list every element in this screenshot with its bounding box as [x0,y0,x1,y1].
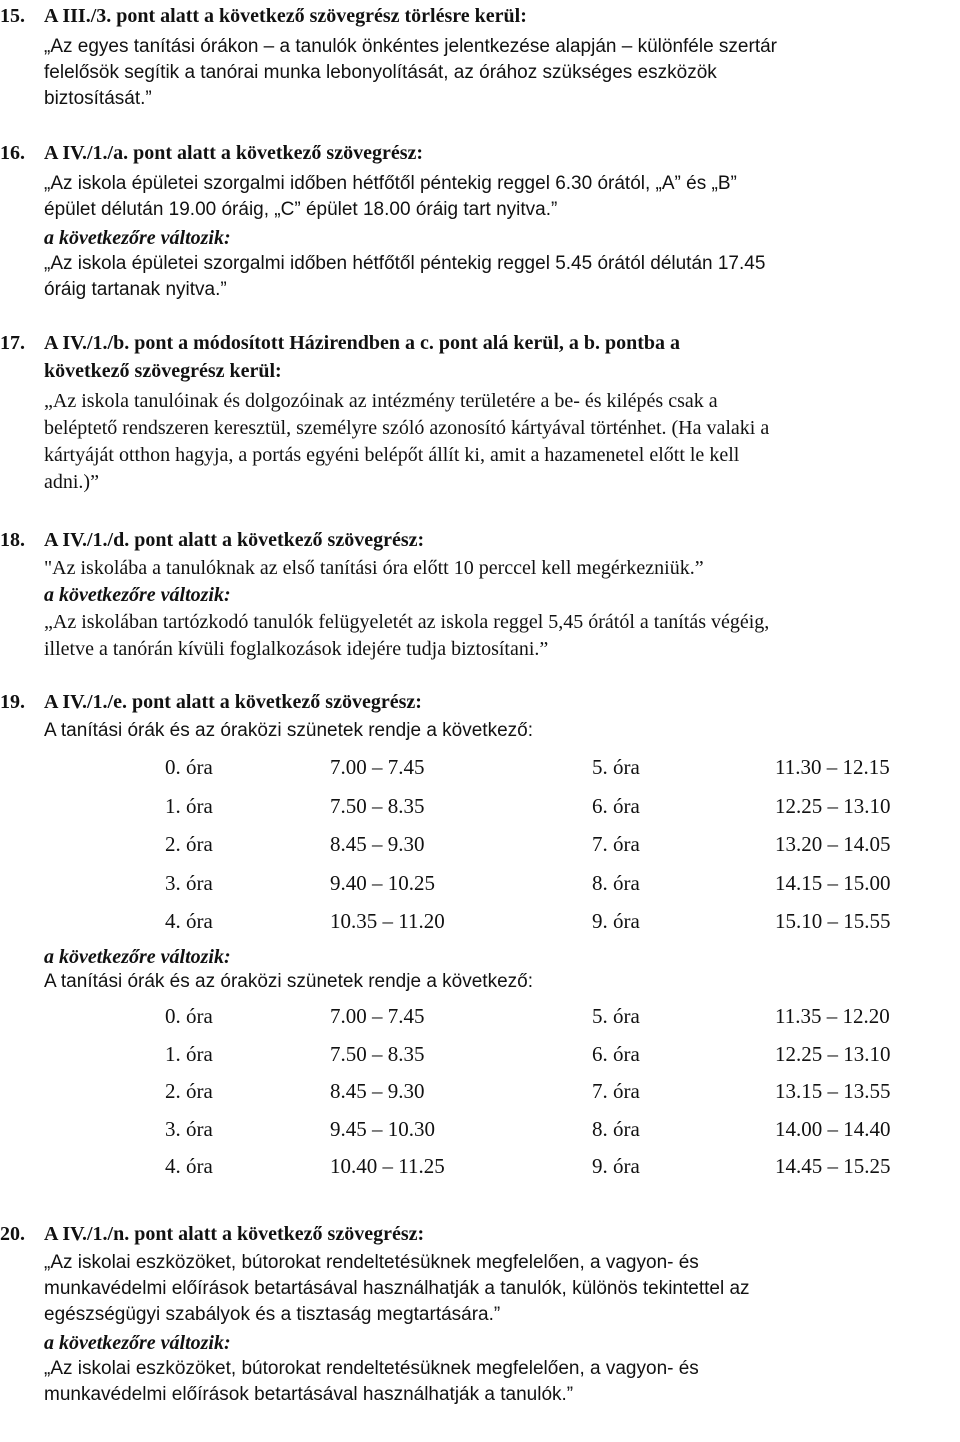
section-17-text-line: adni.)” [44,471,99,493]
schedule-cell: 7. óra [592,832,640,856]
schedule-cell: 9. óra [592,909,640,933]
section-15-text-line: felelősök segítik a tanórai munka lebonyolítását, az órához szükséges eszközök [44,62,717,83]
schedule-cell: 5. óra [592,1004,640,1028]
schedule-cell: 3. óra [165,1116,213,1141]
change-label: a következőre változik: [44,227,231,249]
section-20-text-line: „Az iskolai eszközöket, bútorokat rendeltetésüknek megfelelően, a vagyon- és [44,1252,699,1273]
change-label: a következőre változik: [44,946,231,968]
section-15-text-line: „Az egyes tanítási órákon – a tanulók önkéntes jelentkezése alapján – különféle szertár [44,36,778,57]
section-20-text-line: munkavédelmi előírások betartásával használhatják a tanulók.” [44,1384,574,1405]
schedule-cell: 6. óra [592,1041,640,1066]
section-18-text-line: „Az iskolában tartózkodó tanulók felügyeletét az iskola reggel 5,45 órától a tanítás végéig, [44,611,770,633]
schedule-cell: 11.35 – 12.20 [775,1004,890,1028]
schedule-cell: 12.25 – 13.10 [775,793,891,818]
schedule-cell: 5. óra [592,755,640,779]
schedule-cell: 8. óra [592,1116,640,1141]
schedule-cell: 14.00 – 14.40 [775,1116,891,1141]
section-16-text-line: épület délután 19.00 óráig, „C” épület 18.00 óráig tart nyitva.” [44,199,558,220]
section-20-heading: 20. A IV./1./n. pont alatt a következő szövegrész: [0,1223,425,1245]
schedule-cell: 9.40 – 10.25 [330,870,435,895]
schedule-cell: 6. óra [592,793,640,818]
schedule-cell: 13.15 – 13.55 [775,1079,891,1103]
section-17-heading: 17. A IV./1./b. pont a módosított Házirendben a c. pont alá kerül, a b. pontba a [0,332,681,354]
section-20-text-line: munkavédelmi előírások betartásával használhatják a tanulók, különös tekintettel az [44,1278,750,1299]
section-20-text-line: egészségügyi szabályok és a tisztaság megtartására.” [44,1304,501,1325]
schedule-cell: 7.00 – 7.45 [330,1004,425,1028]
section-16-text-line: „Az iskola épületei szorgalmi időben hétfőtől péntekig reggel 5.45 órától délután 17.45 [44,253,766,274]
schedule-cell: 1. óra [165,793,213,818]
section-16-text-line: óráig tartanak nyitva.” [44,279,227,300]
schedule-cell: 11.30 – 12.15 [775,755,890,779]
schedule-cell: 7.50 – 8.35 [330,793,425,818]
section-19-intro: A tanítási órák és az óraközi szünetek rendje a következő: [44,720,533,741]
section-17-text-line: „Az iskola tanulóinak és dolgozóinak az intézmény területére a be- és kilépés csak a [44,390,718,412]
section-18-text-line: "Az iskolába a tanulóknak az első tanítási óra előtt 10 perccel kell megérkezniük.” [44,557,704,579]
schedule-cell: 13.20 – 14.05 [775,832,891,856]
schedule-cell: 2. óra [165,832,213,856]
schedule-cell: 7.00 – 7.45 [330,755,425,779]
section-15-text-line: biztosítását.” [44,88,152,109]
section-17-text-line: kártyáját otthon hagyja, a portás egyéni belépőt állít ki, amit a hazamenetel előtt le kell [44,444,740,466]
section-15-heading: 15. A III./3. pont alatt a következő szövegrész törlésre kerül: [0,5,527,27]
schedule-cell: 4. óra [165,1154,213,1178]
change-label: a következőre változik: [44,584,231,606]
schedule-cell: 3. óra [165,870,213,895]
section-18-heading: 18. A IV./1./d. pont alatt a következő szövegrész: [0,529,425,551]
schedule-cell: 12.25 – 13.10 [775,1041,891,1066]
schedule-cell: 8.45 – 9.30 [330,832,425,856]
schedule-cell: 0. óra [165,755,213,779]
schedule-cell: 9. óra [592,1154,640,1178]
change-label: a következőre változik: [44,1332,231,1354]
schedule-cell: 4. óra [165,909,213,933]
schedule-cell: 15.10 – 15.55 [775,909,891,933]
schedule-cell: 14.45 – 15.25 [775,1154,891,1178]
schedule-cell: 7. óra [592,1079,640,1103]
schedule-cell: 2. óra [165,1079,213,1103]
section-20-text-line: „Az iskolai eszközöket, bútorokat rendeltetésüknek megfelelően, a vagyon- és [44,1358,699,1379]
section-16-heading: 16. A IV./1./a. pont alatt a következő szövegrész: [0,142,424,164]
section-19-intro-new: A tanítási órák és az óraközi szünetek rendje a következő: [44,971,533,992]
schedule-cell: 10.40 – 11.25 [330,1154,445,1178]
schedule-cell: 14.15 – 15.00 [775,870,891,895]
schedule-cell: 1. óra [165,1041,213,1066]
schedule-cell: 9.45 – 10.30 [330,1116,435,1141]
section-18-text-line: illetve a tanórán kívüli foglalkozások idejére tudja biztosítani.” [44,638,549,660]
section-17-heading-cont: következő szövegrész kerül: [44,360,282,382]
section-19-heading: 19. A IV./1./e. pont alatt a következő szövegrész: [0,691,422,713]
schedule-cell: 0. óra [165,1004,213,1028]
schedule-cell: 7.50 – 8.35 [330,1041,425,1066]
schedule-cell: 10.35 – 11.20 [330,909,445,933]
schedule-cell: 8. óra [592,870,640,895]
schedule-cell: 8.45 – 9.30 [330,1079,425,1103]
section-16-text-line: „Az iskola épületei szorgalmi időben hétfőtől péntekig reggel 6.30 órától, „A” és „B” [44,173,737,194]
section-17-text-line: beléptető rendszeren keresztül, személyre szóló azonosító kártyával történhet. (Ha valaki a [44,417,770,439]
